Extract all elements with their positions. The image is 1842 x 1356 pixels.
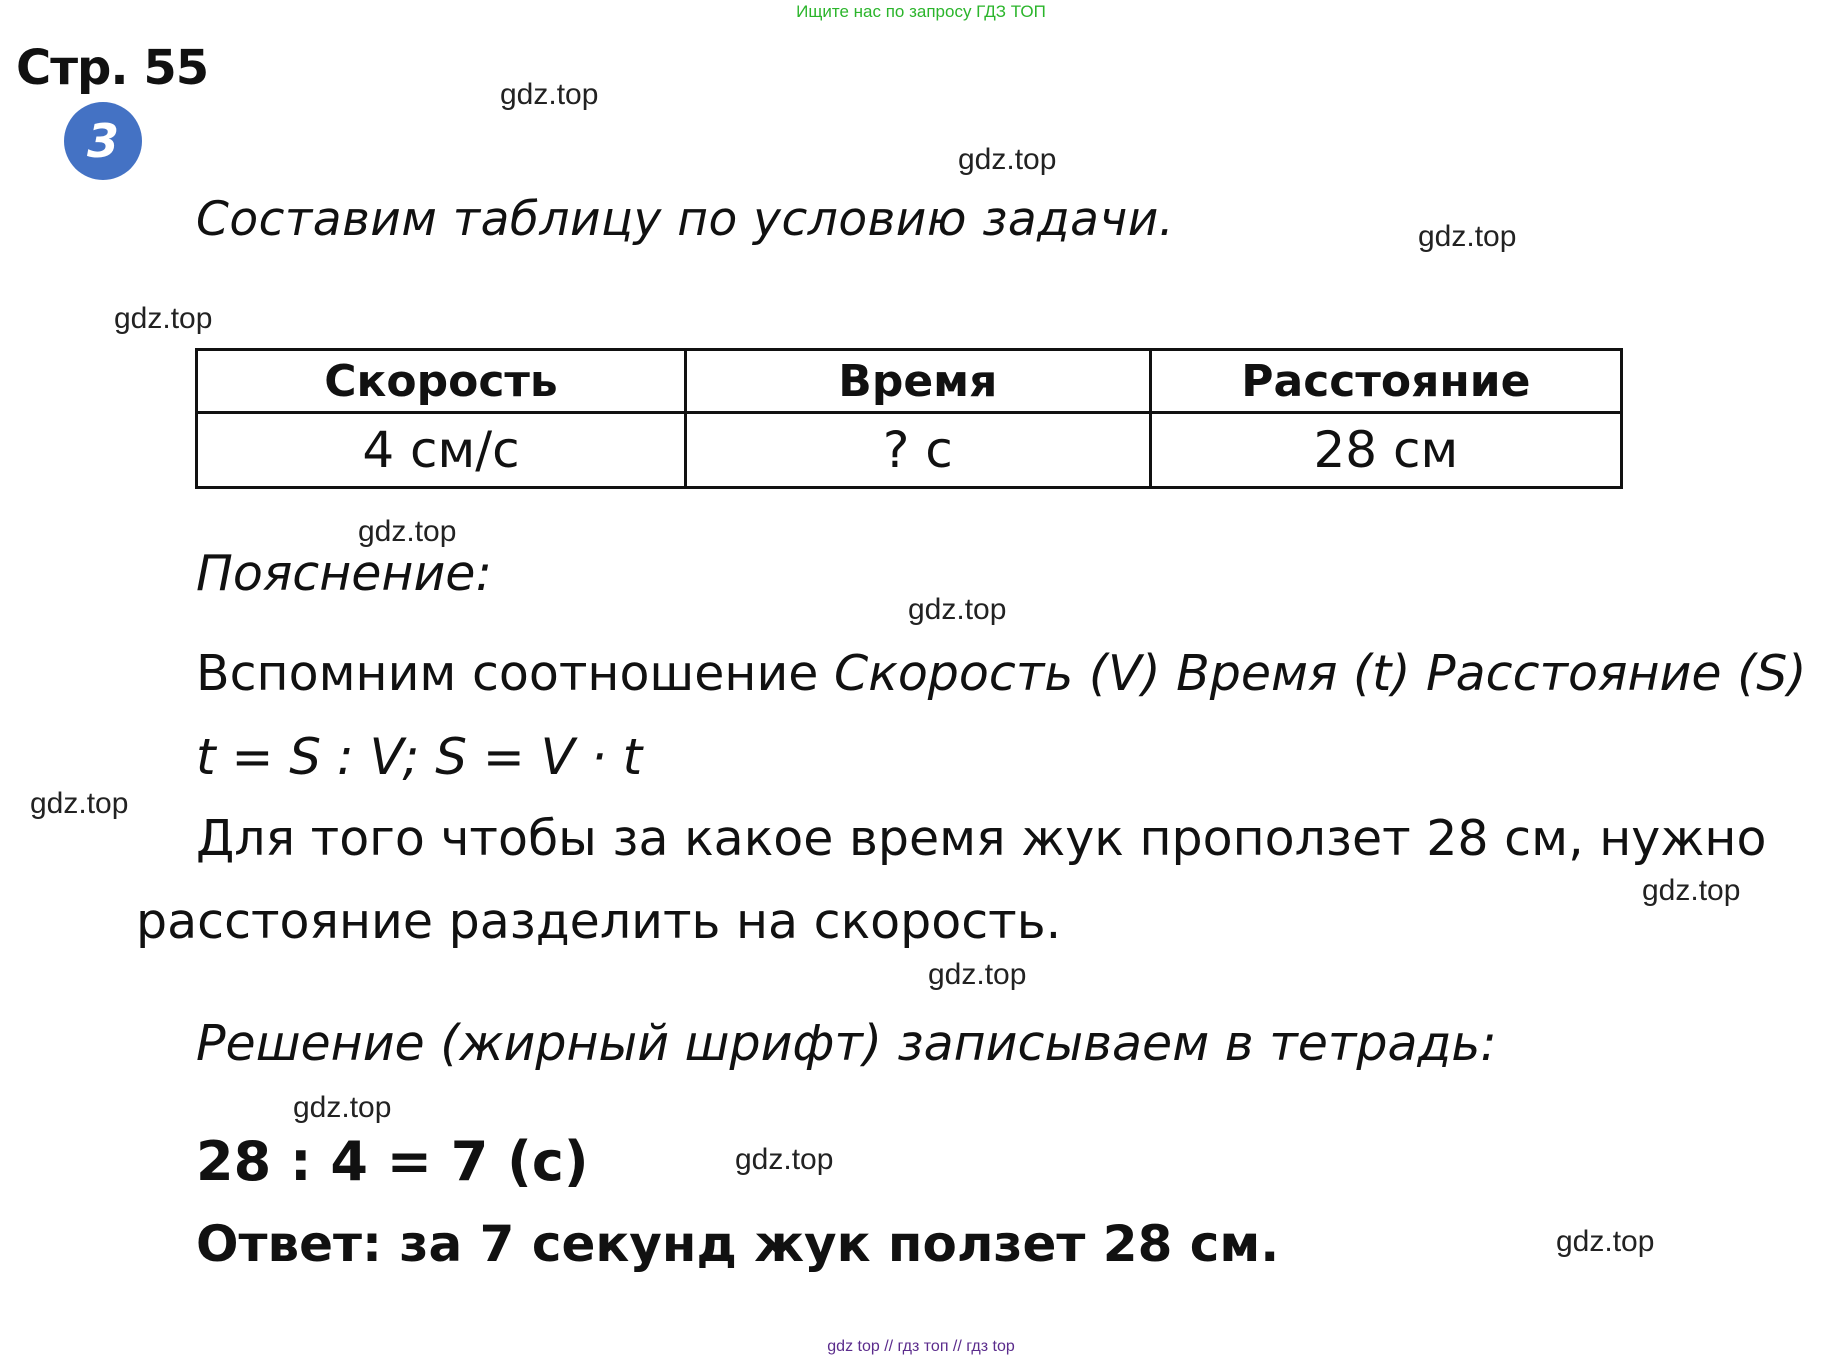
explanation-paragraph-line-2: расстояние разделить на скорость.: [136, 893, 1062, 950]
watermark: gdz.top: [30, 787, 129, 820]
cell-distance: 28 см: [1150, 413, 1621, 488]
watermark: gdz.top: [1556, 1225, 1655, 1258]
cell-speed: 4 см/с: [197, 413, 686, 488]
watermark: gdz.top: [358, 515, 457, 548]
page-title: Стр. 55: [16, 40, 209, 96]
table-row: [197, 413, 1622, 488]
task-table: [195, 348, 1623, 489]
relation-prefix: Вспомним соотношение: [196, 645, 835, 702]
header-speed: Скорость: [197, 350, 686, 413]
explanation-heading: Пояснение:: [196, 545, 492, 602]
watermark: gdz.top: [958, 143, 1057, 176]
table-header-row: [197, 350, 1622, 413]
task-number-badge: 3: [64, 102, 142, 180]
explanation-paragraph-line-1: Для того чтобы за какое время жук проползет 28 см, нужно: [196, 810, 1767, 867]
watermark: gdz.top: [114, 302, 213, 335]
watermark: gdz.top: [735, 1143, 834, 1176]
watermark: gdz.top: [1642, 874, 1741, 907]
solution-heading: Решение (жирный шрифт) записываем в тетрадь:: [196, 1015, 1497, 1072]
top-banner: Ищите нас по запросу ГДЗ ТОП: [796, 2, 1046, 21]
formula: t = S : V; S = V · t: [196, 728, 643, 786]
relation-line: [196, 645, 1806, 702]
solution-answer: Ответ: за 7 секунд жук ползет 28 см.: [196, 1215, 1280, 1273]
intro-text: Составим таблицу по условию задачи.: [196, 192, 1175, 247]
watermark: gdz.top: [908, 593, 1007, 626]
watermark: gdz.top: [293, 1091, 392, 1124]
solution-calculation: 28 : 4 = 7 (с): [196, 1130, 589, 1193]
watermark: gdz.top: [1418, 220, 1517, 253]
header-time: Время: [685, 350, 1150, 413]
relation-terms: Скорость (V) Время (t) Расстояние (S): [834, 645, 1807, 702]
watermark: gdz.top: [500, 78, 599, 111]
watermark: gdz.top: [928, 958, 1027, 991]
header-distance: Расстояние: [1150, 350, 1621, 413]
footer: gdz top // гдз топ // гдз top: [827, 1338, 1015, 1355]
cell-time: ? с: [685, 413, 1150, 488]
